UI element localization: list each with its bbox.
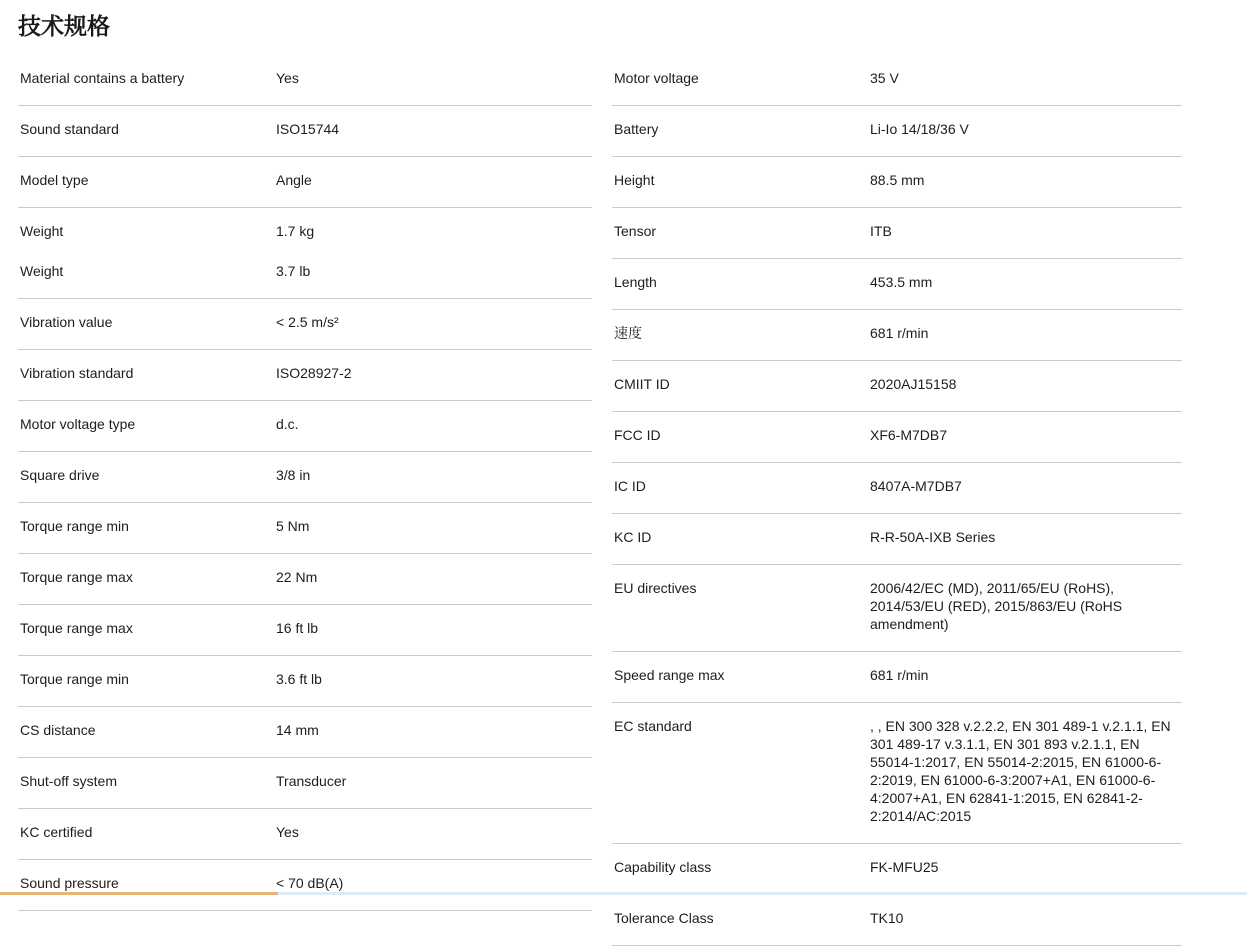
spec-row <box>612 703 1182 844</box>
spec-row <box>18 157 592 208</box>
spec-table-left <box>18 55 592 911</box>
spec-value: 1.7 kg <box>276 223 315 239</box>
horizontal-scrollbar-thumb[interactable] <box>0 892 278 895</box>
spec-row <box>18 350 592 401</box>
spec-value: R-R-50A-IXB Series <box>870 529 996 545</box>
spec-value: Yes <box>276 70 299 86</box>
spec-pair <box>612 579 1182 633</box>
spec-label: Torque range max <box>20 569 133 585</box>
spec-label: Battery <box>614 121 659 137</box>
spec-pair <box>18 568 592 586</box>
horizontal-scrollbar[interactable] <box>0 892 1247 895</box>
spec-label: Vibration standard <box>20 365 134 381</box>
spec-pair <box>612 666 1182 684</box>
spec-label: Length <box>614 274 657 290</box>
spec-value: 14 mm <box>276 722 319 738</box>
spec-label: KC ID <box>614 529 652 545</box>
spec-label: Weight <box>20 223 64 239</box>
spec-pair <box>612 909 1182 927</box>
spec-row <box>18 605 592 656</box>
spec-pair <box>18 721 592 739</box>
spec-pair <box>18 120 592 138</box>
spec-value: < 2.5 m/s² <box>276 314 339 330</box>
spec-value: 681 r/min <box>870 325 929 341</box>
spec-row <box>612 157 1182 208</box>
spec-value: 681 r/min <box>870 667 929 683</box>
spec-label: Tolerance Class <box>614 910 714 926</box>
spec-value: ITB <box>870 223 892 239</box>
spec-value: 3.7 lb <box>276 263 311 279</box>
spec-label: Shut-off system <box>20 773 118 789</box>
spec-pair <box>18 466 592 484</box>
spec-row <box>612 463 1182 514</box>
spec-row <box>612 514 1182 565</box>
spec-value: 22 Nm <box>276 569 318 585</box>
spec-value: 88.5 mm <box>870 172 925 188</box>
spec-label: Capability class <box>614 859 712 875</box>
spec-row <box>612 844 1182 895</box>
spec-pair <box>18 171 592 189</box>
spec-label: Height <box>614 172 655 188</box>
spec-row <box>612 895 1182 946</box>
spec-label: CMIIT ID <box>614 376 670 392</box>
spec-value: Li-Io 14/18/36 V <box>870 121 969 137</box>
spec-label: Speed range max <box>614 667 725 683</box>
spec-pair <box>18 772 592 790</box>
spec-value: 2020AJ15158 <box>870 376 957 392</box>
spec-row <box>612 565 1182 652</box>
spec-row <box>612 652 1182 703</box>
spec-row <box>612 106 1182 157</box>
spec-row <box>18 758 592 809</box>
spec-pair <box>612 324 1182 342</box>
spec-label: Torque range max <box>20 620 133 636</box>
spec-value: 453.5 mm <box>870 274 933 290</box>
spec-value: , , EN 300 328 v.2.2.2, EN 301 489-1 v.2.1.1, EN 301 489-17 v.3.1.1, EN 301 893 v.2.1.1, EN 55014-1:2017, EN 55014-2:2015, EN 61000-6-2:2019, EN 61000-6-3:2007+A1, EN 61000-6-4:2007+A1, EN 62841-1:2015, EN 62841-2-2:2014/AC:2015 <box>870 718 1171 824</box>
spec-value: ISO28927-2 <box>276 365 352 381</box>
spec-row <box>18 55 592 106</box>
spec-pair <box>18 364 592 382</box>
spec-label: KC certified <box>20 824 93 840</box>
spec-pair <box>612 858 1182 876</box>
spec-value: ISO15744 <box>276 121 340 137</box>
spec-row <box>18 809 592 860</box>
spec-row <box>18 106 592 157</box>
spec-pair <box>18 517 592 535</box>
spec-label: Motor voltage type <box>20 416 136 432</box>
spec-pair <box>18 222 592 240</box>
spec-pair <box>18 262 592 280</box>
spec-value: 3.6 ft lb <box>276 671 322 687</box>
spec-value: 3/8 in <box>276 467 311 483</box>
spec-pair <box>612 477 1182 495</box>
spec-row <box>18 208 592 299</box>
spec-pair <box>612 717 1182 825</box>
spec-value: 16 ft lb <box>276 620 319 636</box>
spec-pair <box>612 426 1182 444</box>
spec-label: 速度 <box>614 325 642 341</box>
spec-pair <box>18 619 592 637</box>
spec-row <box>612 259 1182 310</box>
spec-value: Transducer <box>276 773 347 789</box>
spec-value: 5 Nm <box>276 518 310 534</box>
spec-row <box>18 503 592 554</box>
spec-pair <box>612 273 1182 291</box>
spec-label: Tensor <box>614 223 657 239</box>
spec-pair <box>612 222 1182 240</box>
spec-pair <box>612 171 1182 189</box>
spec-row <box>18 656 592 707</box>
spec-row <box>612 412 1182 463</box>
spec-label: Vibration value <box>20 314 113 330</box>
spec-row <box>612 55 1182 106</box>
spec-pair <box>18 69 592 87</box>
spec-row <box>612 208 1182 259</box>
spec-label: Weight <box>20 263 64 279</box>
spec-row <box>18 554 592 605</box>
spec-label: Model type <box>20 172 89 188</box>
spec-label: Square drive <box>20 467 100 483</box>
spec-columns <box>18 55 1247 946</box>
spec-pair <box>612 69 1182 87</box>
spec-value: XF6-M7DB7 <box>870 427 948 443</box>
spec-label: Material contains a battery <box>20 70 185 86</box>
spec-pair <box>18 313 592 331</box>
spec-label: IC ID <box>614 478 646 494</box>
spec-row <box>18 401 592 452</box>
spec-value: FK-MFU25 <box>870 859 939 875</box>
spec-pair <box>18 874 592 892</box>
spec-pair <box>612 528 1182 546</box>
spec-table-right <box>612 55 1182 946</box>
spec-pair <box>612 375 1182 393</box>
spec-label: Sound pressure <box>20 875 119 891</box>
spec-pair <box>18 670 592 688</box>
spec-label: Motor voltage <box>614 70 699 86</box>
spec-label: EC standard <box>614 718 692 734</box>
page-title: 技术规格 <box>18 13 110 39</box>
spec-row <box>612 310 1182 361</box>
spec-label: Torque range min <box>20 671 129 687</box>
spec-value: 35 V <box>870 70 899 86</box>
spec-pair <box>612 120 1182 138</box>
spec-pair <box>18 415 592 433</box>
spec-label: Sound standard <box>20 121 119 137</box>
spec-row <box>18 707 592 758</box>
spec-row <box>612 361 1182 412</box>
spec-value: < 70 dB(A) <box>276 875 344 891</box>
spec-pair <box>18 823 592 841</box>
spec-label: CS distance <box>20 722 96 738</box>
spec-row <box>18 452 592 503</box>
spec-value: Yes <box>276 824 299 840</box>
spec-label: FCC ID <box>614 427 661 443</box>
spec-label: EU directives <box>614 580 697 596</box>
spec-value: TK10 <box>870 910 904 926</box>
spec-value: d.c. <box>276 416 299 432</box>
spec-value: 8407A-M7DB7 <box>870 478 962 494</box>
spec-label: Torque range min <box>20 518 129 534</box>
spec-value: Angle <box>276 172 312 188</box>
spec-value: 2006/42/EC (MD), 2011/65/EU (RoHS), 2014/53/EU (RED), 2015/863/EU (RoHS amendment) <box>870 580 1123 632</box>
spec-row <box>18 299 592 350</box>
spec-row <box>18 860 592 911</box>
